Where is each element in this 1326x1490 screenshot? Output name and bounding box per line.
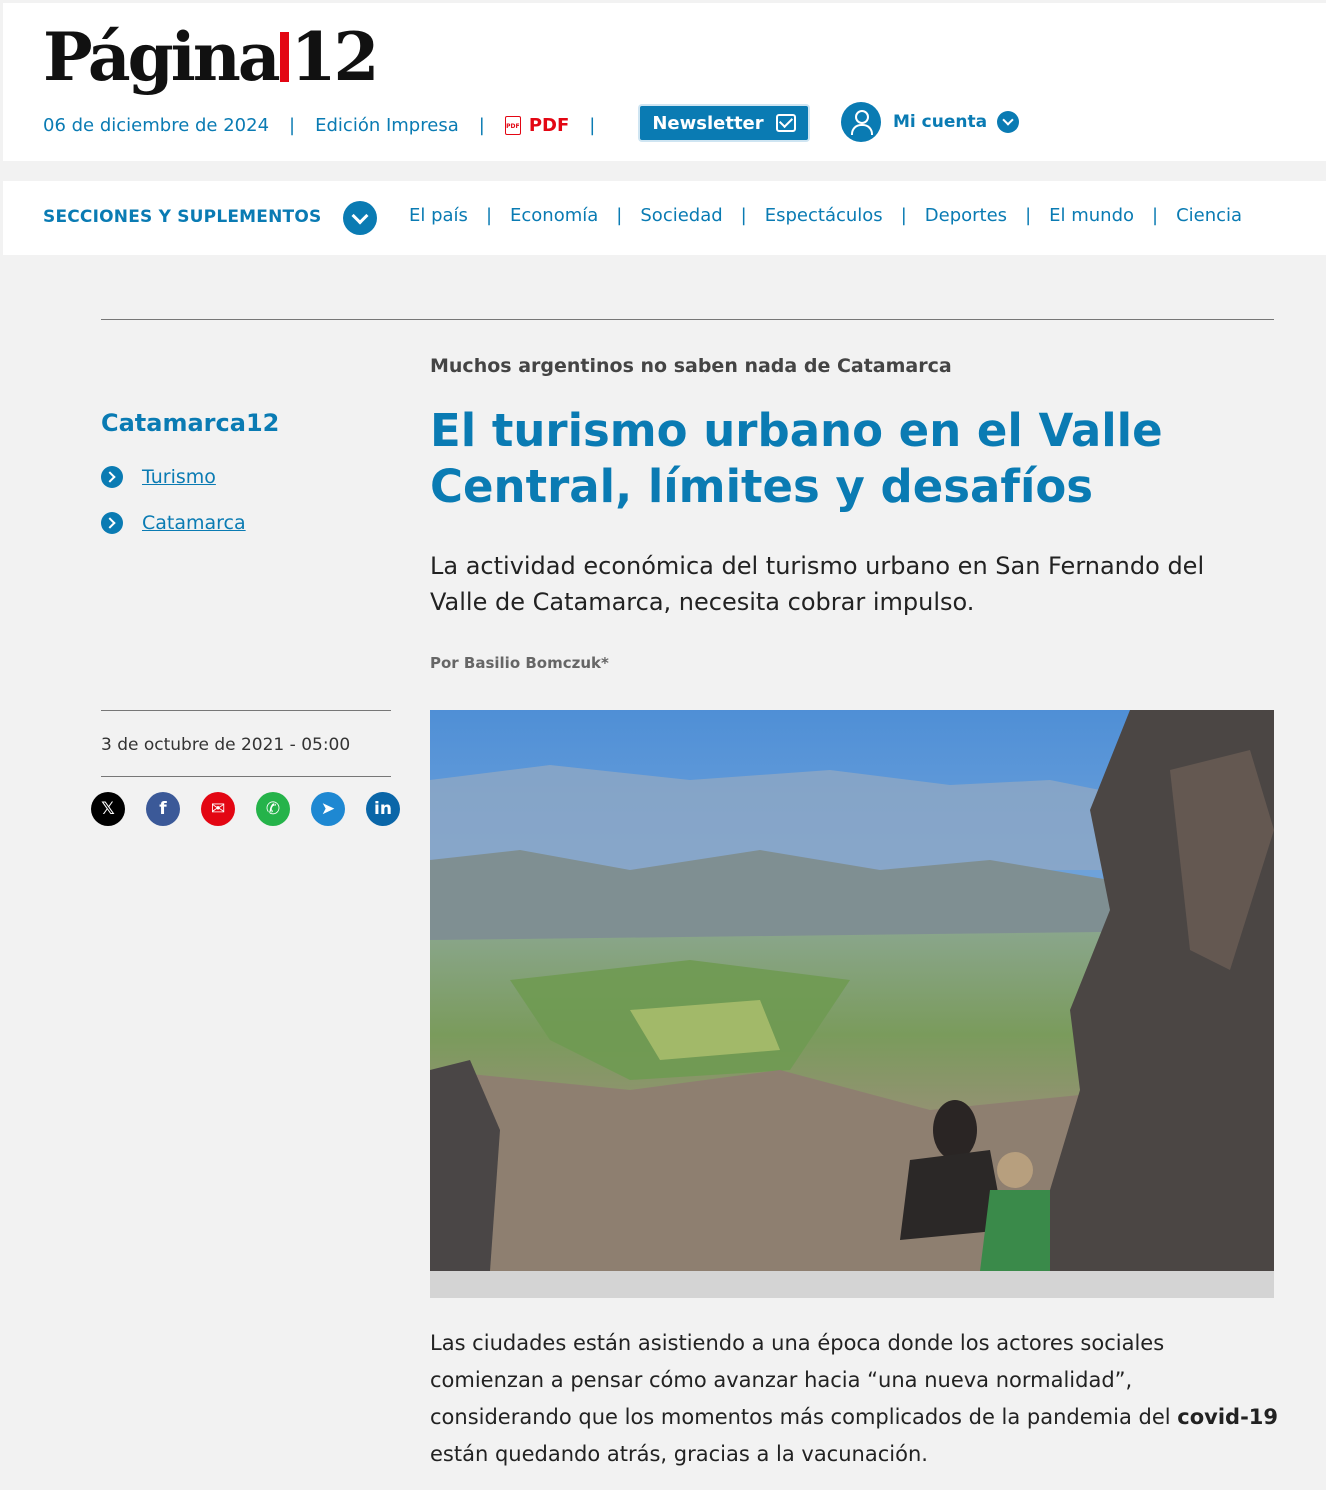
pdf-icon: PDF [505,116,521,135]
tag-catamarca[interactable] [101,511,246,535]
chevron-right-icon [101,466,123,488]
nav-link-deportes[interactable]: Deportes [924,205,1008,226]
separator: | [740,205,747,226]
divider [101,319,1274,320]
site-logo[interactable]: Página 12 [43,18,377,96]
telegram-icon[interactable]: ➤ [311,792,345,826]
separator: | [1025,205,1032,226]
valley-landscape-image [430,710,1274,1271]
divider [101,776,391,777]
article-byline: Por Basilio Bomczuk* [430,654,609,672]
bold-term: covid-19 [1177,1405,1279,1429]
nav-links [409,205,1242,226]
sections-title[interactable]: SECCIONES Y SUPLEMENTOS [43,207,322,227]
sections-toggle-chevron-icon[interactable] [343,201,377,235]
header-topline [43,111,615,139]
sections-nav [3,181,1326,255]
user-icon [841,102,881,142]
current-date: 06 de diciembre de 2024 [43,114,270,136]
logo-red-bar [280,32,289,82]
separator: | [900,205,907,226]
separator: | [589,114,596,136]
print-edition-link[interactable]: Edición Impresa [315,114,459,136]
article-photo [430,710,1274,1271]
separator: | [1152,205,1159,226]
tag-link[interactable]: Catamarca [142,512,246,534]
article-body-paragraph: Las ciudades están asistiendo a una época donde los actores sociales comienzan a pensar cómo avanzar hacia “una nueva normalidad”, considerando que los momentos más complicados de la pandemia del covid-19 están quedando atrás, gracias a la vacunación. [430,1331,1279,1466]
photo-caption-bar [430,1271,1274,1298]
share-buttons [91,792,421,826]
publish-date: 3 de octubre de 2021 - 05:00 [101,735,351,755]
account-label: Mi cuenta [893,112,988,132]
divider [101,710,391,711]
separator: | [485,205,493,226]
article-headline: El turismo urbano en el Valle Central, límites y desafíos [430,404,1163,513]
separator: | [289,114,296,136]
separator: | [478,114,485,136]
chevron-right-icon [101,512,123,534]
email-icon[interactable]: ✉ [201,792,235,826]
linkedin-icon[interactable]: in [366,792,400,826]
tag-link[interactable]: Turismo [142,466,216,488]
pdf-link[interactable] [505,115,569,136]
pdf-label: PDF [528,114,570,136]
section-name-link[interactable]: Catamarca12 [101,409,280,437]
whatsapp-icon[interactable]: ✆ [256,792,290,826]
chevron-down-icon [997,111,1019,133]
nav-link-el-mundo[interactable]: El mundo [1049,205,1135,226]
separator: | [616,205,623,226]
mail-icon [776,114,796,132]
site-header [3,3,1326,161]
article-summary: La actividad económica del turismo urbano en San Fernando del Valle de Catamarca, necesita cobrar impulso. [430,552,1205,616]
account-menu[interactable] [841,102,1019,142]
nav-link-el-pais[interactable]: El país [409,205,468,226]
nav-link-espectaculos[interactable]: Espectáculos [764,205,883,226]
x-icon[interactable]: 𝕏 [91,792,125,826]
newsletter-button[interactable] [640,106,808,140]
nav-link-economia[interactable]: Economía [510,205,599,226]
article-kicker: Muchos argentinos no saben nada de Catamarca [430,355,952,377]
article-tags [101,465,246,557]
tag-turismo[interactable] [101,465,246,489]
nav-link-ciencia[interactable]: Ciencia [1176,205,1243,226]
nav-link-sociedad[interactable]: Sociedad [640,205,723,226]
newsletter-label: Newsletter [652,112,764,134]
facebook-icon[interactable]: f [146,792,180,826]
